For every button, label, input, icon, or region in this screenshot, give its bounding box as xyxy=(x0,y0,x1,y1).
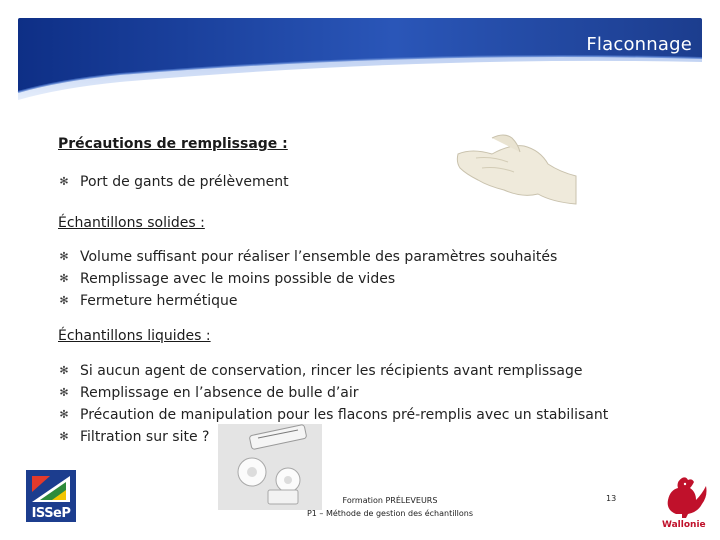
issep-logo xyxy=(26,470,76,522)
bullet-icon: ✻ xyxy=(59,364,69,377)
list-item-text: Remplissage en l’absence de bulle d’air xyxy=(80,385,359,401)
header-banner xyxy=(0,0,720,110)
glove-photo xyxy=(452,124,577,214)
wallonie-logo xyxy=(656,474,712,538)
list-item-text: Filtration sur site ? xyxy=(80,429,210,445)
list-item-text: Port de gants de prélèvement xyxy=(80,174,289,190)
bullet-icon: ✻ xyxy=(59,272,69,285)
issep-logo-text: ISSeP xyxy=(26,506,76,522)
bullet-icon: ✻ xyxy=(59,408,69,421)
list-item-text: Si aucun agent de conservation, rincer les récipients avant remplissage xyxy=(80,363,583,379)
issep-logo-graphic xyxy=(26,470,76,506)
list-item-text: Remplissage avec le moins possible de vides xyxy=(80,271,396,287)
list-item-text: Précaution de manipulation pour les flacons pré-remplis avec un stabilisant xyxy=(80,407,609,423)
page-number: 13 xyxy=(606,494,617,503)
wallonie-logo-text: Wallonie xyxy=(662,520,706,530)
bullet-icon: ✻ xyxy=(59,294,69,307)
bullet-icon: ✻ xyxy=(59,430,69,443)
list-item-text: Fermeture hermétique xyxy=(80,293,238,309)
slide-title: Flaconnage xyxy=(586,34,692,55)
footer-line-2: P1 – Méthode de gestion des échantillons xyxy=(306,509,474,518)
section-heading-solides: Échantillons solides : xyxy=(58,215,205,231)
bullet-icon: ✻ xyxy=(59,175,69,188)
bullet-icon: ✻ xyxy=(59,250,69,263)
footer-text xyxy=(300,494,480,520)
list-item-text: Volume suffisant pour réaliser l’ensemble des paramètres souhaités xyxy=(80,249,558,265)
section-heading-liquides: Échantillons liquides : xyxy=(58,328,211,344)
section-heading-precautions: Précautions de remplissage : xyxy=(58,136,288,152)
rooster-icon xyxy=(656,474,712,520)
footer-line-1: Formation PRÉLEVEURS xyxy=(342,496,438,505)
bullet-icon: ✻ xyxy=(59,386,69,399)
